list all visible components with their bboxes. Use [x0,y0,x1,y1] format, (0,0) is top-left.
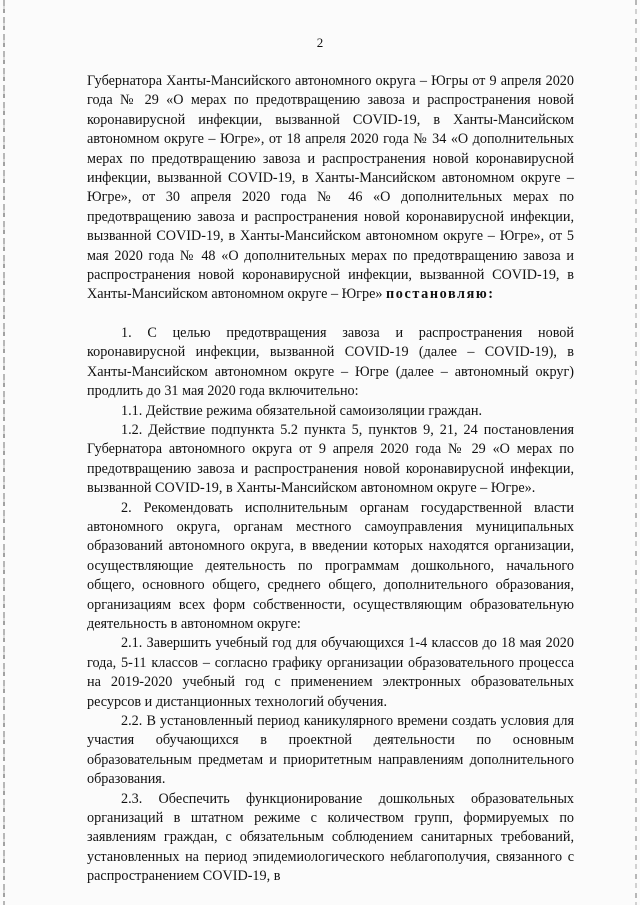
intro-text: Губернатора Ханты-Мансийского автономного округа – Югры от 9 апреля 2020 года № 29 «О мерах по предотвращению завоза и распространения новой коронавирусной инфекции, вызванной COVID-19, в Ханты-Мансийском автономном округе – Югре», от 18 апреля 2020 года № 34 «О дополнительных мерах по предотвращению завоза и распространения новой коронавирусной инфекции, вызванной COVID-19, в Ханты-Мансийском автономном округе – Югре», от 30 апреля 2020 года № 46 «О дополнительных мерах по предотвращению завоза и распространения новой коронавирусной инфекции, вызванной COVID-19, в Ханты-Мансийском автономном округе – Югре», от 5 мая 2020 года № 48 «О дополнительных мерах по предотвращению завоза и распространения новой коронавирусной инфекции, вызванной COVID-19, в Ханты-Мансийском автономном округе – Югре» [87,73,574,303]
paragraph-1-1: 1.1. Действие режима обязательной самоизоляции граждан. [121,402,483,419]
intro-paragraph [87,72,574,305]
decree-word: постановляю: [386,286,495,303]
scan-edge-right [635,0,637,905]
page-number: 2 [316,35,324,50]
paragraph-2-1: 2.1. Завершить учебный год для обучающихся 1-4 классов до 18 мая 2020 года, 5-11 классов – согласно графику организации образовательного процесса на 2019-2020 учебный год с применением электронных образовательных ресурсов и дистанционных технологий обучения. [87,635,574,710]
scan-edge-left [3,0,5,905]
paragraph-2-3: 2.3. Обеспечить функционирование дошкольных образовательных организаций в штатном режиме с количеством групп, формируемых по заявлениям граждан, с обязательным соблюдением санитарных требований, установленных на период эпидемиологического неблагополучия, связанного с распространением COVID-19, в [87,790,574,885]
document-body [87,72,574,887]
paragraph-2: 2. Рекомендовать исполнительным органам государственной власти автономного округа, органам местного самоуправления муниципальных образований автономного округа, в введении которых находятся организации, осуществляющие деятельность по программам дошкольного, начального общего, основного общего, среднего общего, дополнительного образования, организациям всех форм собственности, осуществляющим образовательную деятельность в автономном округе: [87,499,574,632]
paragraph-1: 1. С целью предотвращения завоза и распространения новой коронавирусной инфекции, вызванной COVID-19 (далее – COVID-19), в Ханты-Мансийском автономном округе – Югре (далее – автономный округ) продлить до 31 мая 2020 года включительно: [87,324,574,400]
paragraph-2-2: 2.2. В установленный период каникулярного времени создать условия для участия обучающихся в проектной деятельности по основным образовательным предметам и приоритетным направлениям дополнительного образования. [87,713,574,788]
paragraph-spacer [87,305,574,324]
paragraph-1-2: 1.2. Действие подпункта 5.2 пункта 5, пунктов 9, 21, 24 постановления Губернатора автономного округа от 9 апреля 2020 года № 29 «О мерах по предотвращению завоза и распространения новой коронавирусной инфекции, вызванной COVID-19, в Ханты-Мансийском автономном округе – Югре». [87,421,574,497]
